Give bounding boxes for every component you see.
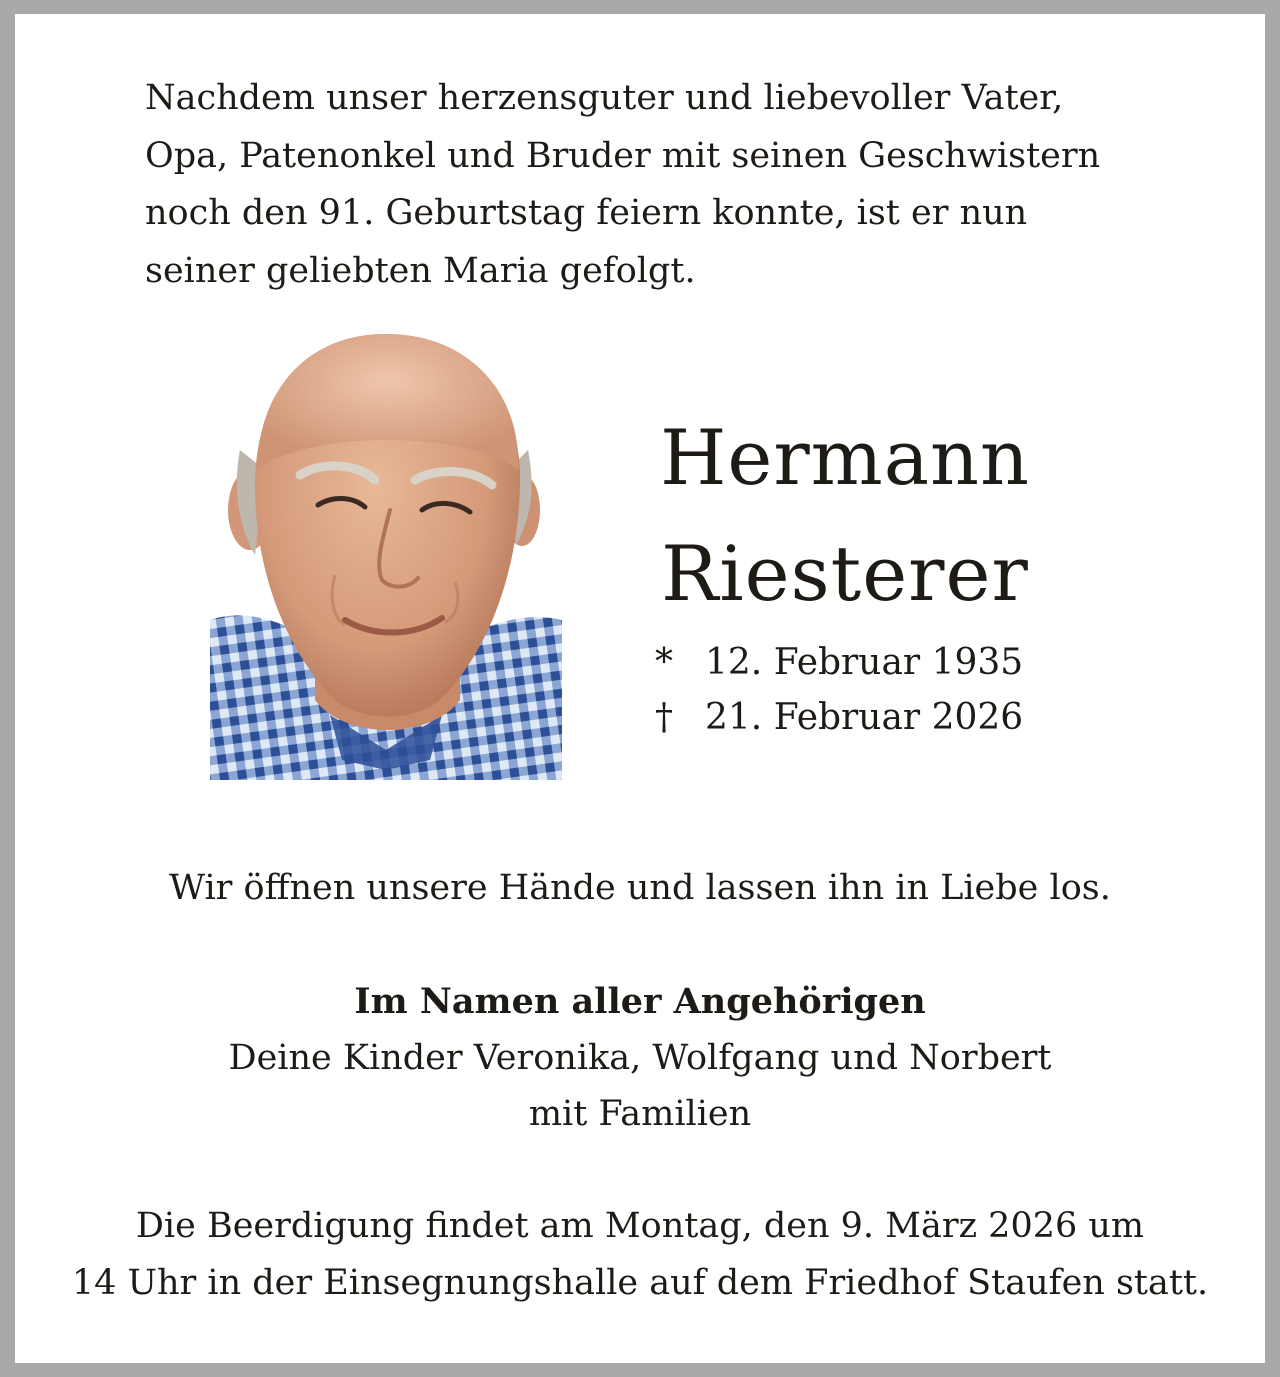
death-cross-icon: † xyxy=(655,697,673,738)
birth-date: 12. Februar 1935 xyxy=(705,642,1024,683)
signature-heading: Im Namen aller Angehörigen xyxy=(354,981,926,1022)
intro-text xyxy=(145,70,1205,300)
deceased-first-name: Hermann xyxy=(660,413,1030,502)
burial-line: Die Beerdigung findet am Montag, den 9. März 2026 um xyxy=(135,1206,1145,1246)
memorial-quote: Wir öffnen unsere Hände und lassen ihn in Liebe los. xyxy=(169,868,1111,908)
death-date: 21. Februar 2026 xyxy=(705,697,1024,738)
intro-line: noch den 91. Geburtstag feiern konnte, ist er nun xyxy=(145,193,1028,233)
life-dates xyxy=(655,635,1023,745)
birth-star-icon: * xyxy=(655,642,673,683)
signature-family: Deine Kinder Veronika, Wolfgang und Norbert xyxy=(228,1038,1052,1078)
portrait-photo xyxy=(210,320,562,780)
intro-line: seiner geliebten Maria gefolgt. xyxy=(145,250,696,291)
birth-row xyxy=(655,635,1023,690)
death-row xyxy=(655,690,1023,745)
signature-family-suffix: mit Familien xyxy=(528,1094,752,1134)
deceased-last-name: Riesterer xyxy=(661,529,1029,618)
burial-notice xyxy=(15,1198,1265,1312)
intro-line: Opa, Patenonkel und Bruder mit seinen Geschwistern xyxy=(145,135,1101,176)
intro-line: Nachdem unser herzensguter und liebevoller Vater, xyxy=(145,78,1064,118)
burial-line: 14 Uhr in der Einsegnungshalle auf dem Friedhof Staufen statt. xyxy=(71,1263,1209,1303)
